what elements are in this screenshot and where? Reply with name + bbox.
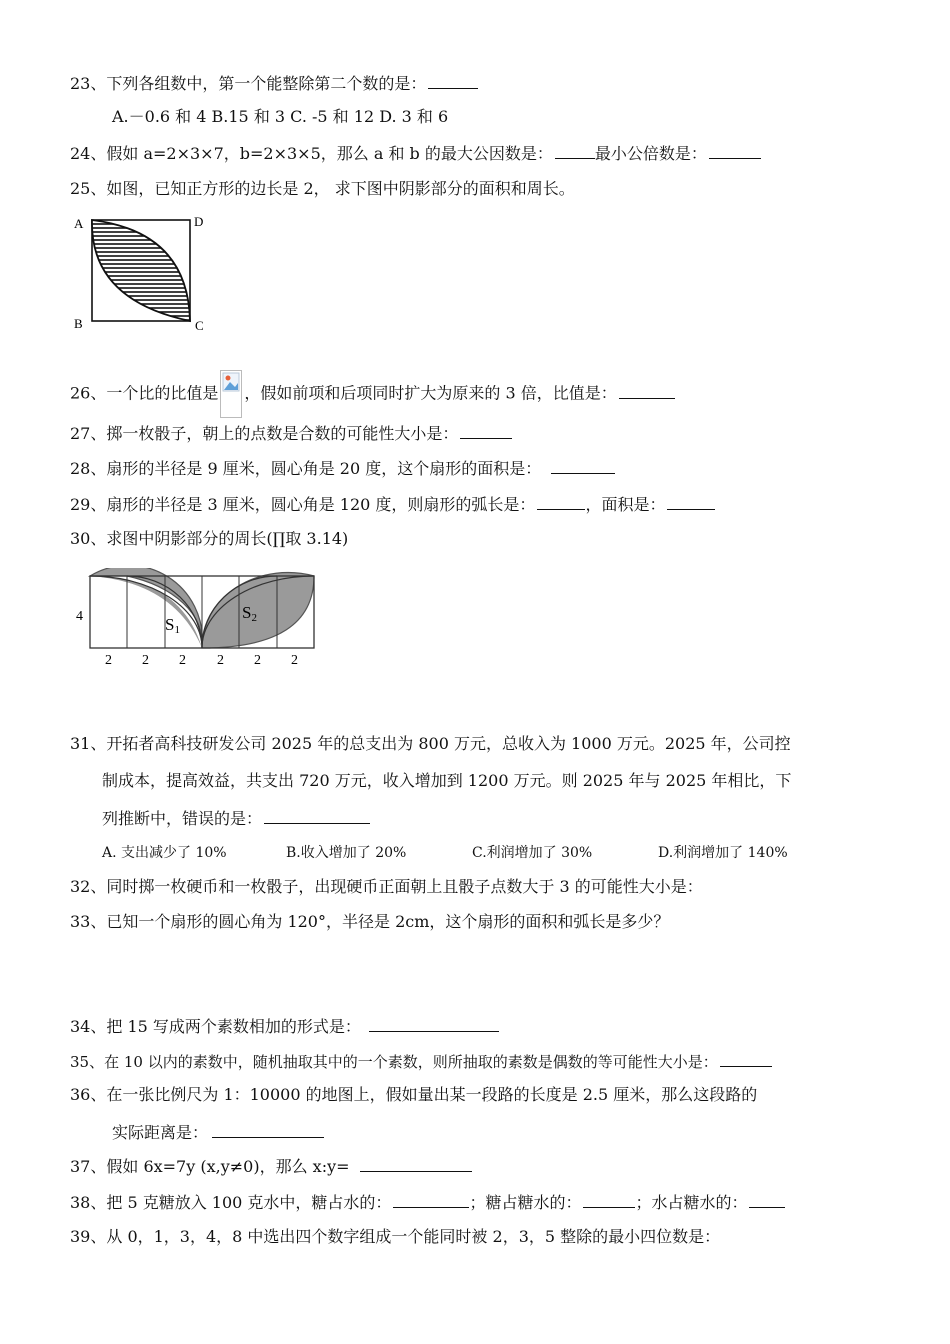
question-31-option-b: B.收入增加了 20% bbox=[286, 845, 407, 861]
question-31-line2: 制成本，提高效益，共支出 720 万元，收入增加到 1200 万元。则 2025 年与 2025 年相比，下 bbox=[102, 771, 792, 790]
question-31-line3: 列推断中，错误的是： bbox=[102, 807, 370, 830]
question-34: 34、把 15 写成两个素数相加的形式是： bbox=[70, 1015, 499, 1038]
square-figure bbox=[70, 210, 220, 335]
question-31-option-d: D.利润增加了 140% bbox=[658, 845, 788, 861]
shaded-region-s1 bbox=[90, 568, 202, 646]
answer-blank[interactable] bbox=[720, 1050, 772, 1067]
question-26: 26、一个比的比值是 ，假如前项和后项同时扩大为原来的 3 倍，比值是： bbox=[70, 370, 675, 418]
answer-blank[interactable] bbox=[551, 457, 615, 474]
answer-blank[interactable] bbox=[619, 382, 675, 399]
question-31-option-c: C.利润增加了 30% bbox=[472, 845, 593, 861]
question-37: 37、假如 6x=7y (x,y≠0)，那么 x:y= bbox=[70, 1155, 472, 1178]
question-35: 35、在 10 以内的素数中，随机抽取其中的一个素数，则所抽取的素数是偶数的等可能性大小是： bbox=[70, 1050, 772, 1073]
answer-blank[interactable] bbox=[369, 1015, 499, 1032]
question-29: 29、扇形的半径是 3 厘米，圆心角是 120 度，则扇形的弧长是： ，面积是： bbox=[70, 493, 715, 516]
label-b: B bbox=[74, 316, 83, 331]
answer-blank[interactable] bbox=[428, 72, 478, 89]
answer-blank[interactable] bbox=[460, 422, 512, 439]
label-d: D bbox=[194, 214, 204, 229]
width-label: 2 bbox=[142, 653, 149, 668]
width-label: 2 bbox=[105, 653, 112, 668]
question-33: 33、已知一个扇形的圆心角为 120°，半径是 2cm，这个扇形的面积和弧长是多少？ bbox=[70, 912, 670, 931]
question-36-line2: 实际距离是： bbox=[112, 1121, 324, 1144]
label-a: A bbox=[74, 216, 84, 231]
question-24: 24、假如 a=2×3×7，b=2×3×5，那么 a 和 b 的最大公因数是： 最小公倍数是： bbox=[70, 142, 761, 165]
height-label: 4 bbox=[76, 609, 83, 624]
question-38: 38、把 5 克糖放入 100 克水中，糖占水的： ；糖占糖水的： ；水占糖水的： bbox=[70, 1191, 785, 1214]
s1-label: S1 bbox=[165, 615, 180, 636]
rectangle-figure bbox=[70, 568, 330, 673]
question-32: 32、同时掷一枚硬币和一枚骰子，出现硬币正面朝上且骰子点数大于 3 的可能性大小是： bbox=[70, 877, 703, 896]
answer-blank[interactable] bbox=[667, 493, 715, 510]
width-label: 2 bbox=[217, 653, 224, 668]
question-28: 28、扇形的半径是 9 厘米，圆心角是 20 度，这个扇形的面积是： bbox=[70, 457, 615, 480]
question-39: 39、从 0，1，3，4，8 中选出四个数字组成一个能同时被 2，3，5 整除的最小四位数是： bbox=[70, 1227, 721, 1246]
question-23: 23、下列各组数中，第一个能整除第二个数的是： bbox=[70, 72, 478, 95]
answer-blank[interactable] bbox=[264, 807, 370, 824]
answer-blank[interactable] bbox=[555, 142, 595, 159]
answer-blank[interactable] bbox=[360, 1155, 472, 1172]
answer-blank[interactable] bbox=[212, 1121, 324, 1138]
ratio-image-icon bbox=[220, 370, 242, 418]
s2-label: S2 bbox=[242, 603, 257, 624]
answer-blank[interactable] bbox=[709, 142, 761, 159]
question-27: 27、掷一枚骰子，朝上的点数是合数的可能性大小是： bbox=[70, 422, 512, 445]
answer-blank[interactable] bbox=[749, 1191, 785, 1208]
width-label: 2 bbox=[254, 653, 261, 668]
question-25: 25、如图，已知正方形的边长是 2， 求下图中阴影部分的面积和周长。 bbox=[70, 179, 575, 198]
question-30: 30、求图中阴影部分的周长(∏取 3.14) bbox=[70, 529, 349, 548]
question-23-options: A.－0.6 和 4 B.15 和 3 C. -5 和 12 D. 3 和 6 bbox=[112, 107, 449, 126]
label-c: C bbox=[195, 318, 204, 333]
answer-blank[interactable] bbox=[583, 1191, 635, 1208]
question-36-line1: 36、在一张比例尺为 1：10000 的地图上，假如量出某一段路的长度是 2.5 厘米，那么这段路的 bbox=[70, 1085, 758, 1104]
width-label: 2 bbox=[291, 653, 298, 668]
question-31-option-a: A. 支出减少了 10% bbox=[102, 845, 227, 861]
width-label: 2 bbox=[179, 653, 186, 668]
answer-blank[interactable] bbox=[393, 1191, 469, 1208]
question-31-line1: 31、开拓者高科技研发公司 2025 年的总支出为 800 万元，总收入为 1000 万元。2025 年，公司控 bbox=[70, 734, 791, 753]
answer-blank[interactable] bbox=[537, 493, 585, 510]
